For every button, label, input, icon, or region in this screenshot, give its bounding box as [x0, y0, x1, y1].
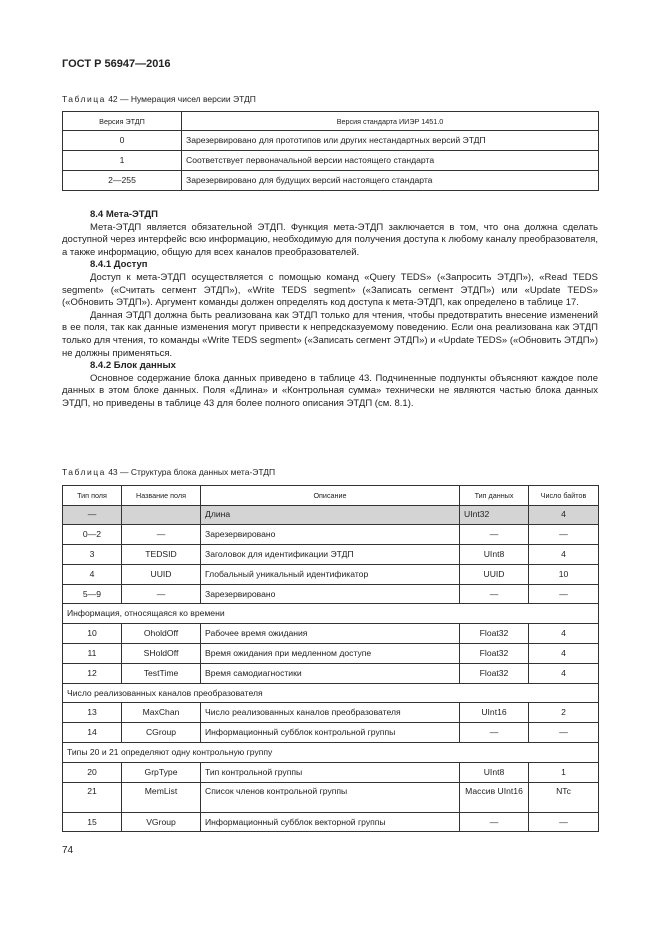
cell: 2 — [529, 703, 599, 723]
cell: 4 — [529, 624, 599, 644]
table-row — [63, 151, 599, 171]
cell: 3 — [63, 545, 122, 565]
cell: 20 — [63, 762, 122, 782]
cell: Глобальный уникальный идентификатор — [201, 564, 460, 584]
cell: MemList — [122, 782, 201, 812]
cell: — — [63, 505, 122, 525]
cell: MaxChan — [122, 703, 201, 723]
header-cell: Версия стандарта ИИЭР 1451.0 — [182, 112, 599, 131]
cell: 21 — [63, 782, 122, 812]
cell: Тип контрольной группы — [201, 762, 460, 782]
cell: — — [529, 812, 599, 832]
cell: Время самодиагностики — [201, 663, 460, 683]
header-cell: Тип поля — [63, 486, 122, 506]
cell: 0—2 — [63, 525, 122, 545]
header-cell: Название поля — [122, 486, 201, 506]
header-cell: Тип данных — [460, 486, 529, 506]
cell: — — [460, 812, 529, 832]
table-row — [63, 171, 599, 191]
cell: — — [529, 584, 599, 604]
cell: 14 — [63, 723, 122, 743]
table-row — [63, 564, 599, 584]
cell: UInt8 — [460, 545, 529, 565]
section-body — [62, 209, 598, 411]
cell: Float32 — [460, 663, 529, 683]
cell: 4 — [529, 545, 599, 565]
section-heading-8-4: 8.4 Мета-ЭТДП — [90, 209, 158, 220]
cell: — — [460, 584, 529, 604]
cell: — — [529, 723, 599, 743]
table-row — [63, 723, 599, 743]
paragraph: Мета-ЭТДП является обязательной ЭТДП. Функция мета-ЭТДП заключается в том, что она должна сделать доступной через интерфейс всю информацию, необходимую для получения доступа к любому каналу преобразователя, а также информацию, общую для всех каналов преобразователей. — [62, 221, 598, 258]
group-heading-cell: Типы 20 и 21 определяют одну контрольную группу — [63, 743, 599, 763]
cell: Зарезервировано — [201, 584, 460, 604]
cell: UUID — [460, 564, 529, 584]
paragraph: Основное содержание блока данных приведено в таблице 43. Подчиненные подпункты объясняют каждое поле данных в этом блоке данных. Поля «Длина» и «Контрольная сумма» технически не являются частью блока данных ЭТДП, но приведены в таблице 43 для более полного описания ЭТДП (см. 8.1). — [62, 372, 598, 409]
table-43-caption-word: Таблица — [62, 467, 106, 477]
table-42 — [62, 111, 599, 191]
table-header-row — [63, 112, 599, 131]
table-group-row — [63, 604, 599, 624]
cell: Зарезервировано — [201, 525, 460, 545]
document-header: ГОСТ Р 56947—2016 — [62, 58, 171, 70]
table-row — [63, 525, 599, 545]
cell: Информационный субблок контрольной группы — [201, 723, 460, 743]
table-42-caption-word: Таблица — [62, 94, 106, 104]
cell: Информационный субблок векторной группы — [201, 812, 460, 832]
group-heading-cell: Число реализованных каналов преобразователя — [63, 683, 599, 703]
cell: SHoldOff — [122, 644, 201, 664]
table-row — [63, 663, 599, 683]
cell: 4 — [529, 505, 599, 525]
section-heading-8-4-1: 8.4.1 Доступ — [90, 259, 148, 271]
cell: — — [122, 584, 201, 604]
cell: 13 — [63, 703, 122, 723]
cell: Длина — [201, 505, 460, 525]
cell: Float32 — [460, 624, 529, 644]
paragraph: Данная ЭТДП должна быть реализована как ЭТДП только для чтения, чтобы предотвратить внесение изменений в ее поля, так как данные изменения могут привести к непредсказуемому поведению. Если она реализована как ЭТДП только для чтения, то команды «Write TEDS segment» («Записать сегмент ЭТДП») и «Update TEDS» («Обновить ЭТДП») не должны применяться. — [62, 309, 598, 359]
description-cell: Соответствует первоначальной версии настоящего стандарта — [182, 151, 599, 171]
table-row — [63, 812, 599, 832]
header-cell: Описание — [201, 486, 460, 506]
cell: CGroup — [122, 723, 201, 743]
table-row — [63, 131, 599, 151]
cell: GrpType — [122, 762, 201, 782]
cell: Заголовок для идентификации ЭТДП — [201, 545, 460, 565]
table-row — [63, 545, 599, 565]
cell: TEDSID — [122, 545, 201, 565]
cell: Время ожидания при медленном доступе — [201, 644, 460, 664]
cell: 4 — [529, 663, 599, 683]
cell: 11 — [63, 644, 122, 664]
table-row — [63, 762, 599, 782]
cell: Список членов контрольной группы — [201, 782, 460, 812]
cell: OholdOff — [122, 624, 201, 644]
table-row — [63, 584, 599, 604]
table-header-row — [63, 486, 599, 506]
table-row — [63, 703, 599, 723]
table-group-row — [63, 683, 599, 703]
cell: UInt8 — [460, 762, 529, 782]
cell: 10 — [63, 624, 122, 644]
cell: — — [529, 525, 599, 545]
page-number: 74 — [62, 845, 74, 856]
table-42-caption — [62, 94, 256, 104]
cell: — — [122, 525, 201, 545]
cell: 4 — [63, 564, 122, 584]
table-43-caption-text: 43 — Структура блока данных мета-ЭТДП — [108, 467, 276, 477]
cell: — — [460, 723, 529, 743]
table-row — [63, 624, 599, 644]
cell: UInt32 — [460, 505, 529, 525]
cell: UInt16 — [460, 703, 529, 723]
cell: 10 — [529, 564, 599, 584]
version-cell: 1 — [63, 151, 182, 171]
paragraph: Доступ к мета-ЭТДП осуществляется с помощью команд «Query TEDS» («Запросить ЭТДП»), «Read TEDS segment» («Считать сегмент ЭТДП»), «Write TEDS segment» («Записать сегмент ЭТДП») или «Update TEDS» («Обновить ЭТДП»). Аргумент команды должен определять код доступа к мета-ЭТДП, как определено в таблице 17. — [62, 271, 598, 309]
table-row — [63, 782, 599, 812]
cell: NTc — [529, 782, 599, 812]
description-cell: Зарезервировано для будущих версий настоящего стандарта — [182, 171, 599, 191]
cell: 15 — [63, 812, 122, 832]
table-42-caption-text: 42 — Нумерация чисел версии ЭТДП — [108, 94, 256, 104]
cell: VGroup — [122, 812, 201, 832]
version-cell: 0 — [63, 131, 182, 151]
table-43 — [62, 485, 599, 832]
cell: Рабочее время ожидания — [201, 624, 460, 644]
cell: 12 — [63, 663, 122, 683]
header-cell: Число байтов — [529, 486, 599, 506]
cell — [122, 505, 201, 525]
cell: TestTime — [122, 663, 201, 683]
header-cell: Версия ЭТДП — [63, 112, 182, 131]
cell: 1 — [529, 762, 599, 782]
cell: — — [460, 525, 529, 545]
group-heading-cell: Информация, относящаяся ко времени — [63, 604, 599, 624]
table-43-caption — [62, 467, 275, 477]
table-row-length — [63, 505, 599, 525]
table-group-row — [63, 743, 599, 763]
cell: Массив UInt16 — [460, 782, 529, 812]
section-heading-8-4-2: 8.4.2 Блок данных — [90, 360, 176, 372]
table-row — [63, 644, 599, 664]
description-cell: Зарезервировано для прототипов или других нестандартных версий ЭТДП — [182, 131, 599, 151]
cell: Float32 — [460, 644, 529, 664]
cell: UUID — [122, 564, 201, 584]
cell: Число реализованных каналов преобразователя — [201, 703, 460, 723]
version-cell: 2—255 — [63, 171, 182, 191]
cell: 4 — [529, 644, 599, 664]
cell: 5—9 — [63, 584, 122, 604]
